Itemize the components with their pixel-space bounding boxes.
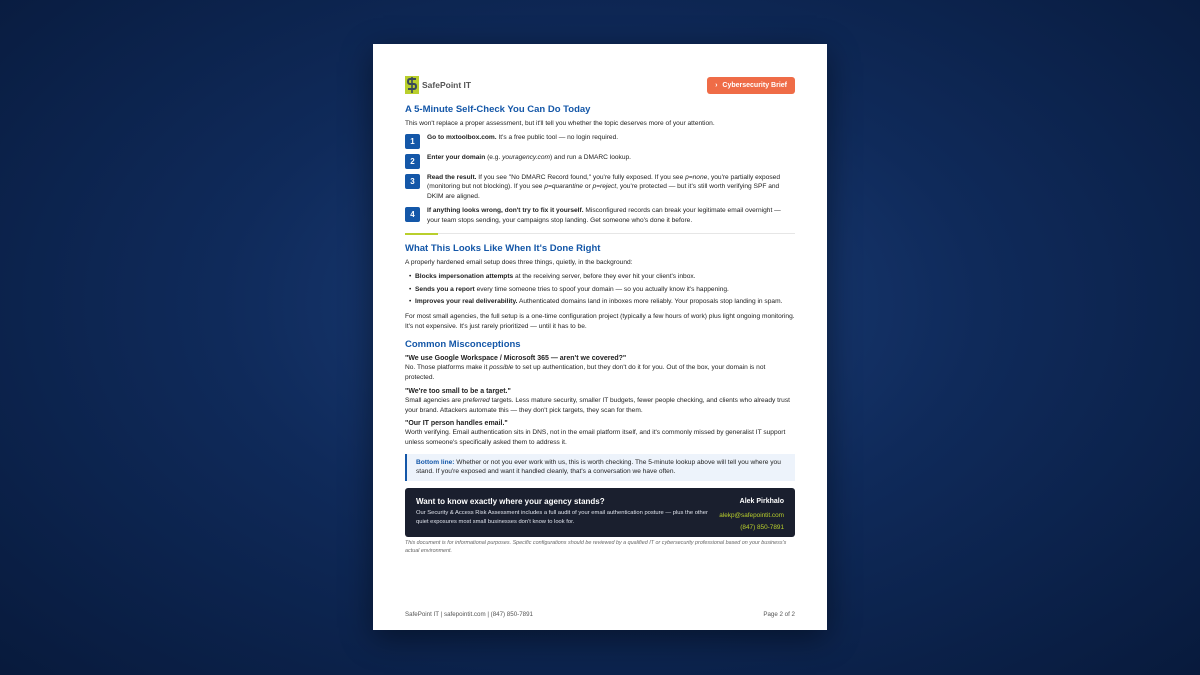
step-item	[405, 206, 795, 225]
page-footer	[405, 611, 795, 618]
section-title-done-right: What This Looks Like When It's Done Right	[405, 243, 601, 255]
misconception-question: "We're too small to be a target."	[405, 387, 511, 395]
logo	[405, 76, 471, 94]
step-number: 4	[405, 207, 420, 222]
list-item: • Blocks impersonation attempts at the receiving server, before they ever hit your client's inbox.	[405, 272, 795, 282]
section-title-self-check: A 5-Minute Self-Check You Can Do Today	[405, 104, 591, 115]
logo-text: SafePoint IT	[422, 80, 472, 90]
cta-left	[416, 497, 713, 528]
misconception-answer: Small agencies are preferred targets. Less mature security, smaller IT budgets, fewer people checking, and clients who already trust your brand. Attackers automate this — they don't pick targets, they scan for them.	[405, 396, 790, 414]
contact-email-link[interactable]: alekp@safepointit.com	[719, 511, 784, 519]
page-number: Page 2 of 2	[763, 611, 795, 618]
step-item	[405, 133, 795, 149]
document-page	[373, 44, 827, 630]
chevron-right-icon: ›	[715, 81, 718, 89]
list-item: • Improves your real deliverability. Authenticated domains land in inboxes more reliably. Your proposals stop landing in spam.	[405, 297, 795, 307]
benefits-list	[405, 272, 795, 307]
contact-cta-box	[405, 488, 795, 537]
brief-label: Cybersecurity Brief	[722, 81, 787, 89]
step-text: Enter your domain (e.g. youragency.com) and run a DMARC lookup.	[427, 153, 632, 161]
section-divider	[405, 233, 795, 234]
callout-text: Bottom line: Whether or not you ever work with us, this is worth checking. The 5-minute lookup above will tell you where you stand. If you're exposed and want it handled cleanly, that's a conversation we have often.	[416, 458, 781, 476]
step-item	[405, 173, 795, 202]
page-header	[405, 74, 795, 96]
section-title-misconceptions: Common Misconceptions	[405, 339, 521, 351]
done-right-intro: A properly hardened email setup does three things, quietly, in the background:	[405, 259, 633, 267]
cta-contact	[719, 497, 784, 532]
self-check-intro: This won't replace a proper assessment, but it'll tell you whether the topic deserves more of your attention.	[405, 120, 715, 127]
misconception-answer: No. Those platforms make it possible to set up authentication, but they don't do it for you. Out of the box, your domain is not protected.	[405, 364, 766, 382]
disclaimer: This document is for informational purposes. Specific configurations should be reviewed by a qualified IT or cybersecurity professional based on your business's actual environment.	[405, 540, 787, 554]
step-text: Read the result. If you see "No DMARC Record found," you're fully exposed. If you see p=none, you're partially exposed (monitoring but not blocking). If you see p=quarantine or p=reject, you're protected — but it's still worth verifying SPF and DKIM are aligned.	[427, 173, 781, 201]
cta-description: Our Security & Access Risk Assessment includes a full audit of your email authentication posture — plus the other quiet exposures most small businesses don't know to look for.	[416, 510, 708, 525]
misconception-question: "Our IT person handles email."	[405, 420, 508, 428]
cta-title: Want to know exactly where your agency stands?	[416, 497, 605, 507]
step-number: 2	[405, 154, 420, 169]
list-item: • Sends you a report every time someone tries to spoof your domain — so you actually know it's happening.	[405, 285, 795, 295]
step-number: 1	[405, 134, 420, 149]
misconception-question: "We use Google Workspace / Microsoft 365 — aren't we covered?"	[405, 355, 627, 363]
step-text: If anything looks wrong, don't try to fix it yourself. Misconfigured records can break your legitimate email overnight — your team stops sending, your campaigns stop landing. Get someone who's done it before.	[427, 206, 781, 224]
safepoint-logo-icon	[405, 76, 419, 94]
step-text: Go to mxtoolbox.com. It's a free public tool — no login required.	[427, 133, 619, 141]
step-number: 3	[405, 174, 420, 189]
contact-phone-link[interactable]: (847) 850-7891	[740, 524, 784, 532]
done-right-outro: For most small agencies, the full setup is a one-time configuration project (typically a few hours of work) plus light ongoing monitoring. It's not expensive. It's just rarely prioritized — until it has to be.	[405, 313, 795, 330]
footer-company: SafePoint IT | safepointit.com | (847) 850-7891	[405, 611, 533, 618]
step-item	[405, 153, 795, 169]
contact-name: Alek Pirkhalo	[739, 498, 784, 506]
cybersecurity-brief-badge	[707, 77, 795, 94]
bottom-line-callout	[405, 454, 795, 481]
misconception-answer: Worth verifying. Email authentication sits in DNS, not in the email platform itself, and it's commonly missed by generalist IT support unless someone's specifically asked them to address it.	[405, 429, 786, 446]
